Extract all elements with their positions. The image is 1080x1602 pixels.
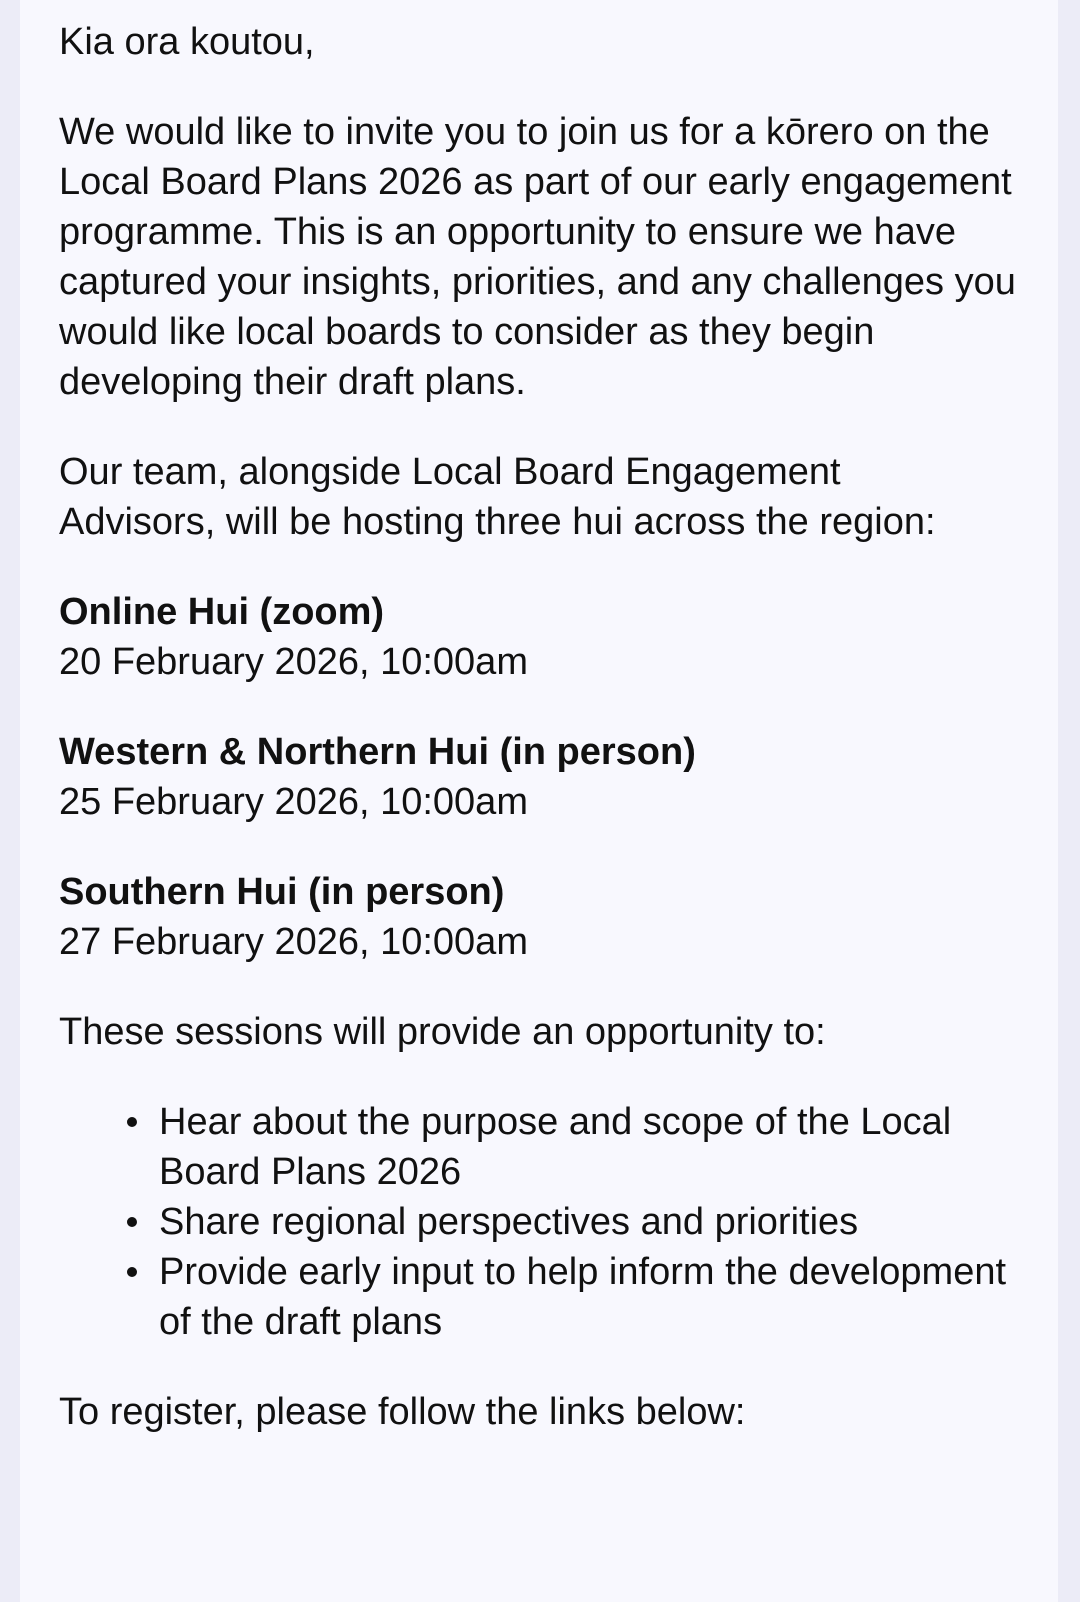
team-paragraph: Our team, alongside Local Board Engagement Advisors, will be hosting three hui across the region: <box>59 451 936 543</box>
event-title: Southern Hui (in person) <box>59 871 505 913</box>
register-instructions: To register, please follow the links below: <box>59 1391 746 1433</box>
event-western-northern <box>59 727 1058 827</box>
intro-paragraph: We would like to invite you to join us for a kōrero on the Local Board Plans 2026 as part of our early engagement programme. This is an opportunity to ensure we have captured your insights, priorities, and any challenges you would like local boards to consider as they begin developing their draft plans. <box>59 111 1016 403</box>
event-title: Western & Northern Hui (in person) <box>59 731 696 773</box>
greeting: Kia ora koutou, <box>59 21 315 63</box>
list-item-text: Provide early input to help inform the development of the draft plans <box>159 1251 1007 1343</box>
event-time: 25 February 2026, 10:00am <box>59 781 528 823</box>
list-item-text: Share regional perspectives and priorities <box>159 1201 859 1243</box>
event-southern <box>59 867 1058 967</box>
bullet-icon <box>127 1117 137 1127</box>
list-item <box>159 1247 1029 1347</box>
list-item <box>159 1197 1029 1247</box>
event-online <box>59 587 1058 687</box>
event-title: Online Hui (zoom) <box>59 591 385 633</box>
bullet-icon <box>127 1267 137 1277</box>
list-item <box>159 1097 1029 1197</box>
email-body <box>20 0 1058 1602</box>
bullet-icon <box>127 1217 137 1227</box>
list-item-text: Hear about the purpose and scope of the Local Board Plans 2026 <box>159 1101 952 1193</box>
event-time: 20 February 2026, 10:00am <box>59 641 528 683</box>
event-time: 27 February 2026, 10:00am <box>59 921 528 963</box>
session-goals-list <box>59 1097 1029 1347</box>
sessions-intro: These sessions will provide an opportunity to: <box>59 1011 826 1053</box>
